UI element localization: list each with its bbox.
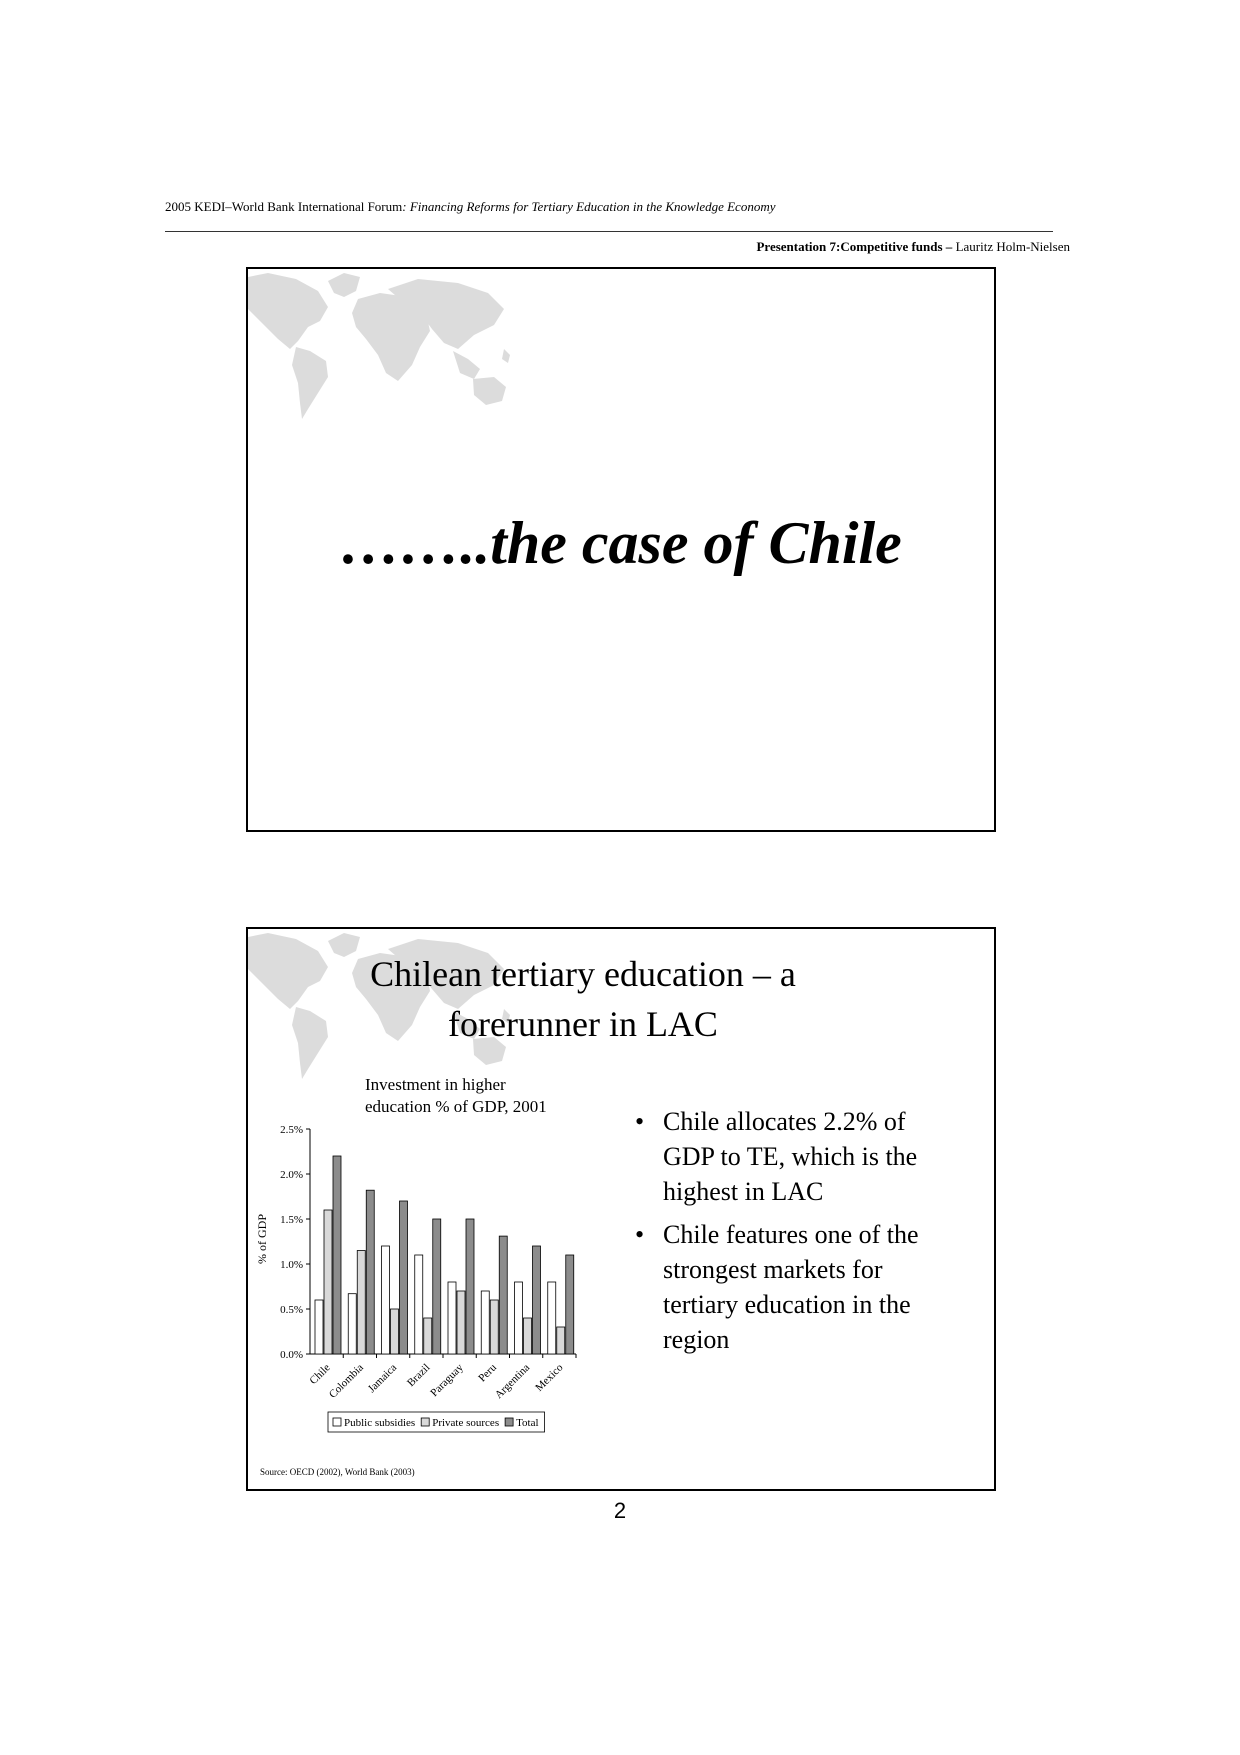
bar-private-sources	[324, 1210, 332, 1354]
chart-legend	[328, 1412, 545, 1432]
y-tick-label: 0.0%	[280, 1349, 303, 1361]
chart-title-line-1: Investment in higher	[365, 1075, 506, 1094]
y-axis-label: % of GDP	[255, 1214, 269, 1264]
x-tick-label: Mexico	[533, 1361, 566, 1394]
slide-2	[246, 927, 996, 1491]
document-header	[165, 199, 775, 215]
slide-2-title-line-2: forerunner in LAC	[448, 1004, 718, 1044]
legend-swatch	[421, 1418, 429, 1426]
bullet-item	[633, 1217, 963, 1357]
bar-public-subsidies	[348, 1294, 356, 1354]
legend-swatch	[333, 1418, 341, 1426]
forum-name: 2005 KEDI–World Bank International Forum	[165, 199, 403, 214]
bar-total	[366, 1190, 374, 1354]
presenter-name: Lauritz Holm-Nielsen	[952, 239, 1070, 254]
bar-private-sources	[357, 1251, 365, 1355]
legend-swatch	[505, 1418, 513, 1426]
bullet-symbol: •	[635, 1220, 645, 1249]
legend-label: Public subsidies	[344, 1417, 416, 1429]
slide-2-title-line-1: Chilean tertiary education – a	[370, 954, 796, 994]
bars	[315, 1156, 574, 1354]
x-tick-label: Jamaica	[365, 1361, 400, 1396]
header-rule	[165, 231, 1053, 232]
bar-total	[333, 1156, 341, 1354]
y-tick-label: 2.0%	[280, 1169, 303, 1181]
forum-subtitle: : Financing Reforms for Tertiary Education in the Knowledge Economy	[402, 199, 776, 214]
bar-public-subsidies	[548, 1282, 556, 1354]
y-tick-label: 1.5%	[280, 1214, 303, 1226]
investment-bar-chart	[248, 1069, 628, 1459]
y-tick-label: 2.5%	[280, 1124, 303, 1136]
bar-public-subsidies	[515, 1282, 523, 1354]
bullet-symbol: •	[635, 1107, 645, 1136]
x-tick-label: Peru	[476, 1361, 499, 1385]
bar-public-subsidies	[315, 1300, 323, 1354]
x-tick-label: Chile	[307, 1361, 333, 1387]
presentation-label: Presentation 7:Competitive funds –	[756, 239, 953, 254]
legend-label: Private sources	[432, 1417, 500, 1429]
x-tick-label: Paraguay	[428, 1361, 466, 1400]
presentation-line	[756, 239, 1070, 255]
bar-private-sources	[457, 1291, 465, 1354]
bar-total	[499, 1236, 507, 1354]
slide-2-title	[358, 949, 808, 1049]
bar-private-sources	[490, 1300, 498, 1354]
slide-1-title: ……..the case of Chile	[340, 510, 902, 576]
x-axis-labels	[307, 1354, 576, 1401]
x-tick-label: Argentina	[492, 1361, 533, 1402]
bar-private-sources	[524, 1318, 532, 1354]
page-number: 2	[613, 1498, 627, 1523]
bar-total	[433, 1219, 441, 1354]
bar-public-subsidies	[481, 1291, 489, 1354]
bar-private-sources	[557, 1327, 565, 1354]
bullet-item	[633, 1104, 963, 1209]
bar-private-sources	[391, 1309, 399, 1354]
bar-total	[466, 1219, 474, 1354]
bar-total	[533, 1246, 541, 1354]
legend-label: Total	[516, 1417, 539, 1429]
bar-public-subsidies	[382, 1246, 390, 1354]
x-tick-label: Brazil	[404, 1361, 433, 1390]
bullet-text: Chile allocates 2.2% of GDP to TE, which is the highest in LAC	[663, 1107, 918, 1206]
x-tick-label: Colombia	[326, 1361, 366, 1401]
bullet-text: Chile features one of the strongest markets for tertiary education in the region	[663, 1220, 919, 1354]
chart-title-line-2: education % of GDP, 2001	[365, 1097, 547, 1116]
bar-total	[400, 1201, 408, 1354]
world-map-watermark	[248, 269, 518, 429]
bar-public-subsidies	[415, 1255, 423, 1354]
y-tick-label: 1.0%	[280, 1259, 303, 1271]
bullet-list	[633, 1104, 963, 1365]
bar-public-subsidies	[448, 1282, 456, 1354]
slide-1	[246, 267, 996, 832]
source-note: Source: OECD (2002), World Bank (2003)	[260, 1467, 415, 1477]
bar-private-sources	[424, 1318, 432, 1354]
y-tick-label: 0.5%	[280, 1304, 303, 1316]
bar-total	[566, 1255, 574, 1354]
